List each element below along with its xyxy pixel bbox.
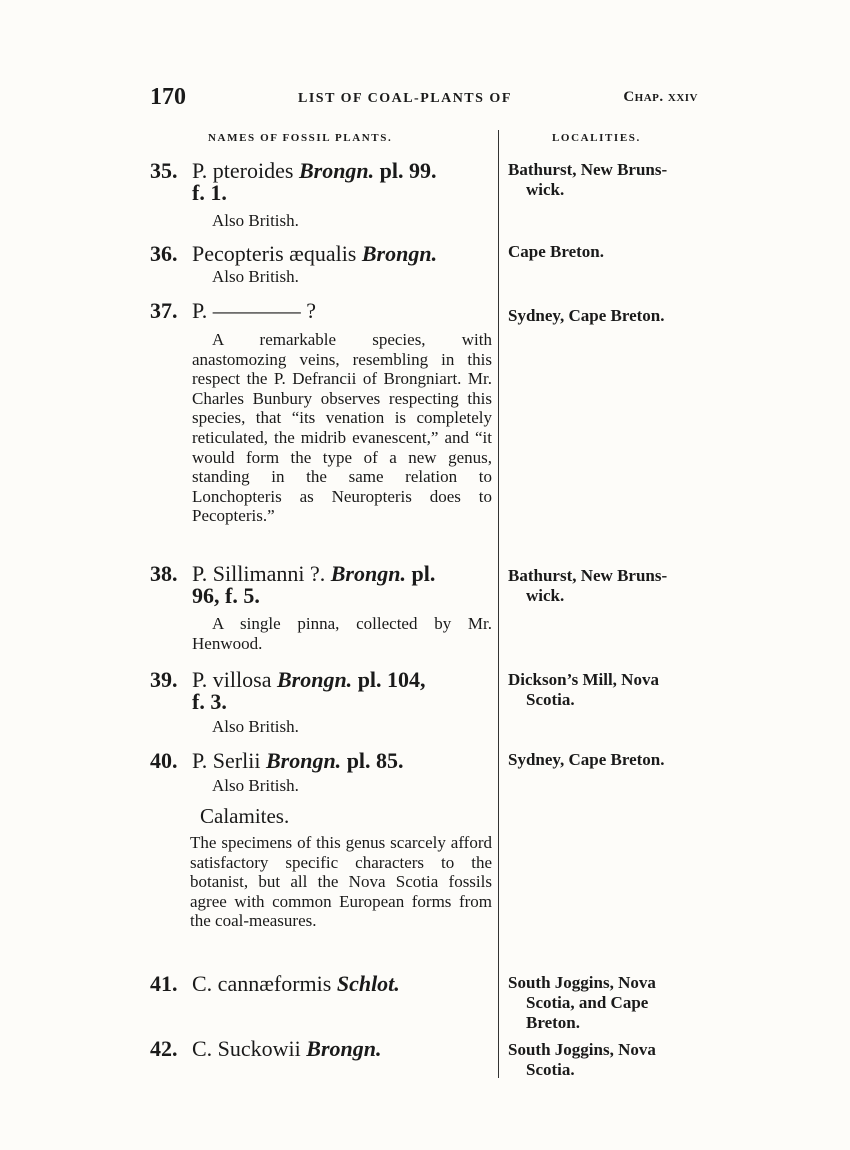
plate-ref: pl. 104, <box>357 667 426 692</box>
entry-description: A single pinna, collected by Mr. Henwood. <box>192 614 492 653</box>
locality-line: Bathurst, New Bruns- <box>508 566 668 585</box>
species-name: C. cannæformis <box>192 971 332 996</box>
figure-ref: f. 1. <box>192 180 227 205</box>
running-title: LIST OF COAL-PLANTS OF <box>298 91 512 106</box>
section-heading-calamites: Calamites. <box>200 804 290 828</box>
locality-36 <box>508 242 696 262</box>
plate-ref: pl. <box>411 561 436 586</box>
species-name: P. pteroides <box>192 158 294 183</box>
column-heading-localities: LOCALITIES. <box>552 132 641 144</box>
locality-38 <box>508 566 696 606</box>
entry-number: 39. <box>150 667 178 692</box>
species-author: Brongn. <box>276 667 353 692</box>
locality-line: wick. <box>526 180 565 199</box>
species-author: Brongn. <box>265 748 342 773</box>
species-name: P. Sillimanni ?. <box>192 561 326 586</box>
figure-ref: 96, f. 5. <box>192 583 260 608</box>
species-name: P. Serlii <box>192 748 261 773</box>
figure-ref: f. 3. <box>192 689 227 714</box>
entry-note: Also British. <box>212 717 299 736</box>
locality-line: Scotia. <box>526 1060 575 1079</box>
entry-42 <box>150 1038 494 1060</box>
entry-number: 42. <box>150 1036 178 1061</box>
species-name: C. Suckowii <box>192 1036 301 1061</box>
entry-41 <box>150 973 494 995</box>
species-name: P. ———— ? <box>192 298 317 323</box>
locality-41 <box>508 973 696 1033</box>
entry-number: 37. <box>150 298 178 323</box>
locality-line: Breton. <box>526 1013 580 1032</box>
locality-line: South Joggins, Nova <box>508 973 656 992</box>
locality-39 <box>508 670 696 710</box>
species-author: Brongn. <box>330 561 406 586</box>
locality-line: Dickson’s Mill, Nova <box>508 670 659 689</box>
species-author: Brongn. <box>298 158 375 183</box>
entry-number: 38. <box>150 561 178 586</box>
column-divider <box>498 130 499 1078</box>
entry-number: 36. <box>150 241 178 266</box>
entry-description: A remarkable species, with anastomozing veins, resembling in this respect the P. Defrancii of Brongniart. Mr. Charles Bunbury observes respecting this species, that “its venation is completely reticulated, the midrib evanescent,” and “it would form the type of a new genus, standing in the same relation to Lonchopteris as Neuropteris does to Pecopteris.” <box>192 330 492 526</box>
locality-line: Sydney, Cape Breton. <box>508 750 665 769</box>
entry-40 <box>150 750 494 772</box>
entry-number: 40. <box>150 748 178 773</box>
entry-36 <box>150 243 494 265</box>
plate-ref: pl. 85. <box>346 748 404 773</box>
locality-line: Bathurst, New Bruns- <box>508 160 668 179</box>
chapter-label: Chap. xxiv <box>623 89 698 105</box>
locality-line: Scotia. <box>526 690 575 709</box>
species-author: Brongn. <box>306 1036 382 1061</box>
entry-35 <box>150 160 494 204</box>
species-author: Schlot. <box>336 971 400 996</box>
locality-42 <box>508 1040 696 1080</box>
locality-line: Cape Breton. <box>508 242 605 261</box>
locality-line: South Joggins, Nova <box>508 1040 656 1059</box>
entry-number: 41. <box>150 971 178 996</box>
locality-35 <box>508 160 696 200</box>
species-name: Pecopteris æqualis <box>192 241 357 266</box>
running-head <box>150 84 698 114</box>
entry-note: Also British. <box>212 211 299 230</box>
entry-39 <box>150 669 494 713</box>
locality-line: Scotia, and Cape <box>526 993 649 1012</box>
locality-40 <box>508 750 696 770</box>
plate-ref: pl. 99. <box>379 158 437 183</box>
column-heading-names: NAMES OF FOSSIL PLANTS. <box>208 132 393 144</box>
locality-line: wick. <box>526 586 565 605</box>
species-name: P. villosa <box>192 667 272 692</box>
entry-37 <box>150 300 494 322</box>
entry-38 <box>150 563 494 607</box>
entry-note: Also British. <box>212 776 299 795</box>
locality-37 <box>508 306 696 326</box>
species-author: Brongn. <box>361 241 438 266</box>
locality-line: Sydney, Cape Breton. <box>508 306 665 325</box>
entry-note: Also British. <box>212 267 299 286</box>
entry-number: 35. <box>150 158 178 183</box>
section-description: The specimens of this genus scarcely afford satisfactory specific characters to the botanist, but all the Nova Scotia fossils agree with common European forms from the coal-measures. <box>190 833 492 931</box>
page-number: 170 <box>150 84 186 110</box>
